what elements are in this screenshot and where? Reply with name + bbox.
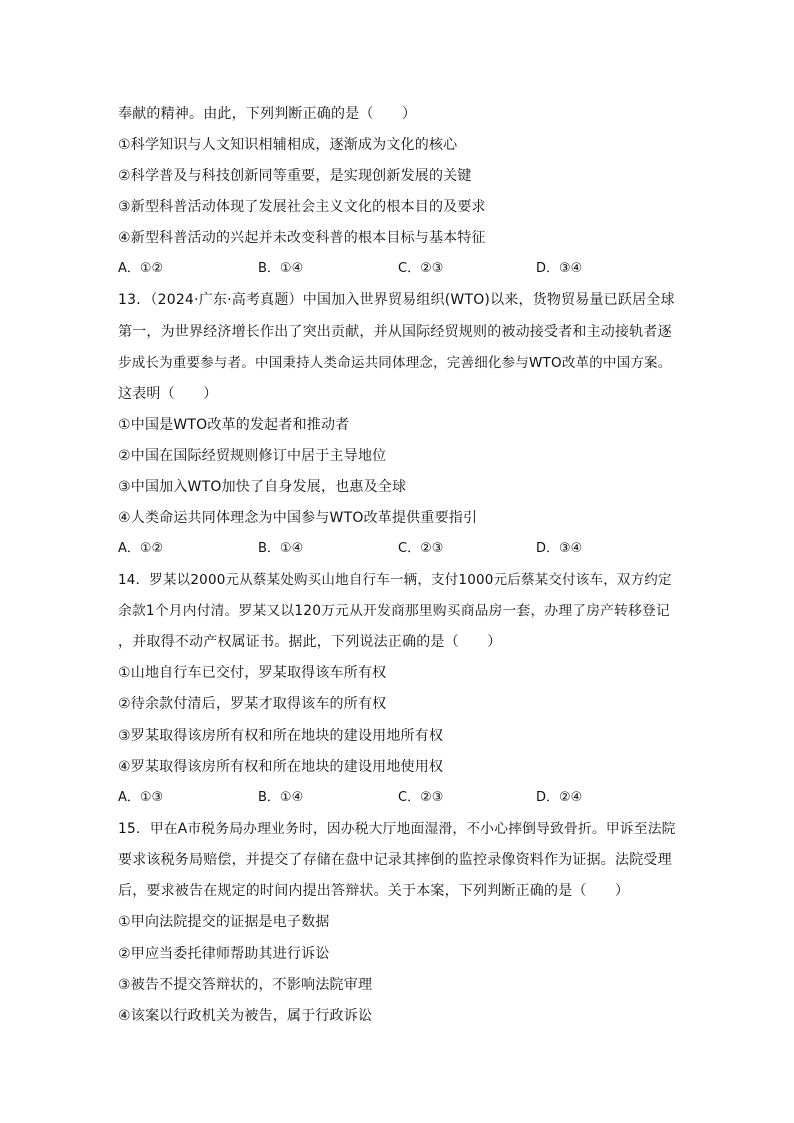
- q12-statement-3: ③新型科普活动体现了发展社会主义文化的根本目的及要求: [118, 199, 486, 215]
- q14-statement-3: ③罗某取得该房所有权和所在地块的建设用地所有权: [118, 728, 444, 744]
- q12-options: [118, 259, 678, 279]
- q12-statement-4: ④新型科普活动的兴起并未改变科普的根本目标与基本特征: [118, 230, 486, 246]
- q12-option-b[interactable]: B．①④: [258, 261, 304, 276]
- q14-options: [118, 788, 678, 808]
- q15-statement-4: ④该案以行政机关为被告，属于行政诉讼: [118, 1008, 373, 1024]
- q14-statement-1: ①山地自行车已交付，罗某取得该车所有权: [118, 665, 387, 681]
- q13-statement-2: ②中国在国际经贸规则修订中居于主导地位: [118, 448, 387, 464]
- q14-stem-line-3: ，并取得不动产权属证书。据此，下列说法正确的是（ ）: [118, 634, 502, 650]
- q15-stem-line-2: 要求该税务局赔偿，并提交了存储在盘中记录其摔倒的监控录像资料作为证据。法院受理: [118, 852, 672, 868]
- q12-option-d[interactable]: D．③④: [536, 261, 583, 276]
- q12-stem-tail: 奉献的精神。由此，下列判断正确的是（ ）: [118, 106, 417, 122]
- q13-option-b[interactable]: B．①④: [258, 541, 304, 556]
- q14-option-a[interactable]: A．①③: [118, 790, 164, 805]
- q15-statement-1: ①甲向法院提交的证据是电子数据: [118, 914, 330, 930]
- q13-options: [118, 539, 678, 559]
- q14-option-b[interactable]: B．①④: [258, 790, 304, 805]
- q15-statement-2: ②甲应当委托律师帮助其进行诉讼: [118, 946, 330, 962]
- q15-stem-line-1: 15．甲在A市税务局办理业务时，因办税大厅地面湿滑，不小心摔倒导致骨折。甲诉至法院: [118, 821, 676, 837]
- q15-statement-3: ③被告不提交答辩状的，不影响法院审理: [118, 977, 373, 993]
- q15-stem-line-3: 后，要求被告在规定的时间内提出答辩状。关于本案，下列判断正确的是（ ）: [118, 883, 630, 899]
- q13-option-a[interactable]: A．①②: [118, 541, 164, 556]
- q13-statement-4: ④人类命运共同体理念为中国参与WTO改革提供重要指引: [118, 510, 478, 526]
- q13-statement-3: ③中国加入WTO加快了自身发展，也惠及全球: [118, 479, 407, 495]
- q14-option-c[interactable]: C．②③: [398, 790, 444, 805]
- q14-stem-line-1: 14．罗某以2000元从蔡某处购买山地自行车一辆，支付1000元后蔡某交付该车，双方约定: [118, 572, 672, 588]
- q12-option-a[interactable]: A．①②: [118, 261, 164, 276]
- q14-statement-2: ②待余款付清后，罗某才取得该车的所有权: [118, 696, 387, 712]
- q14-stem-line-2: 余款1个月内付清。罗某又以120万元从开发商那里购买商品房一套，办理了房产转移登记: [118, 603, 670, 619]
- q12-option-c[interactable]: C．②③: [398, 261, 444, 276]
- q12-statement-1: ①科学知识与人文知识相辅相成，逐渐成为文化的核心: [118, 137, 458, 153]
- q13-stem-line-1: 13．（2024·广东·高考真题）中国加入世界贸易组织(WTO)以来，货物贸易量已跃居全球: [118, 292, 675, 308]
- q13-option-c[interactable]: C．②③: [398, 541, 444, 556]
- q13-stem-line-3: 步成长为重要参与者。中国秉持人类命运共同体理念，完善细化参与WTO改革的中国方案。: [118, 355, 672, 371]
- q14-option-d[interactable]: D．②④: [536, 790, 583, 805]
- q13-stem-line-4: 这表明（ ）: [118, 386, 218, 402]
- q14-statement-4: ④罗某取得该房所有权和所在地块的建设用地使用权: [118, 759, 444, 775]
- q13-stem-line-2: 第一，为世界经济增长作出了突出贡献，并从国际经贸规则的被动接受者和主动接轨者逐: [118, 324, 672, 340]
- q12-statement-2: ②科学普及与科技创新同等重要，是实现创新发展的关键: [118, 168, 472, 184]
- q13-option-d[interactable]: D．③④: [536, 541, 583, 556]
- q13-statement-1: ①中国是WTO改革的发起者和推动者: [118, 417, 350, 433]
